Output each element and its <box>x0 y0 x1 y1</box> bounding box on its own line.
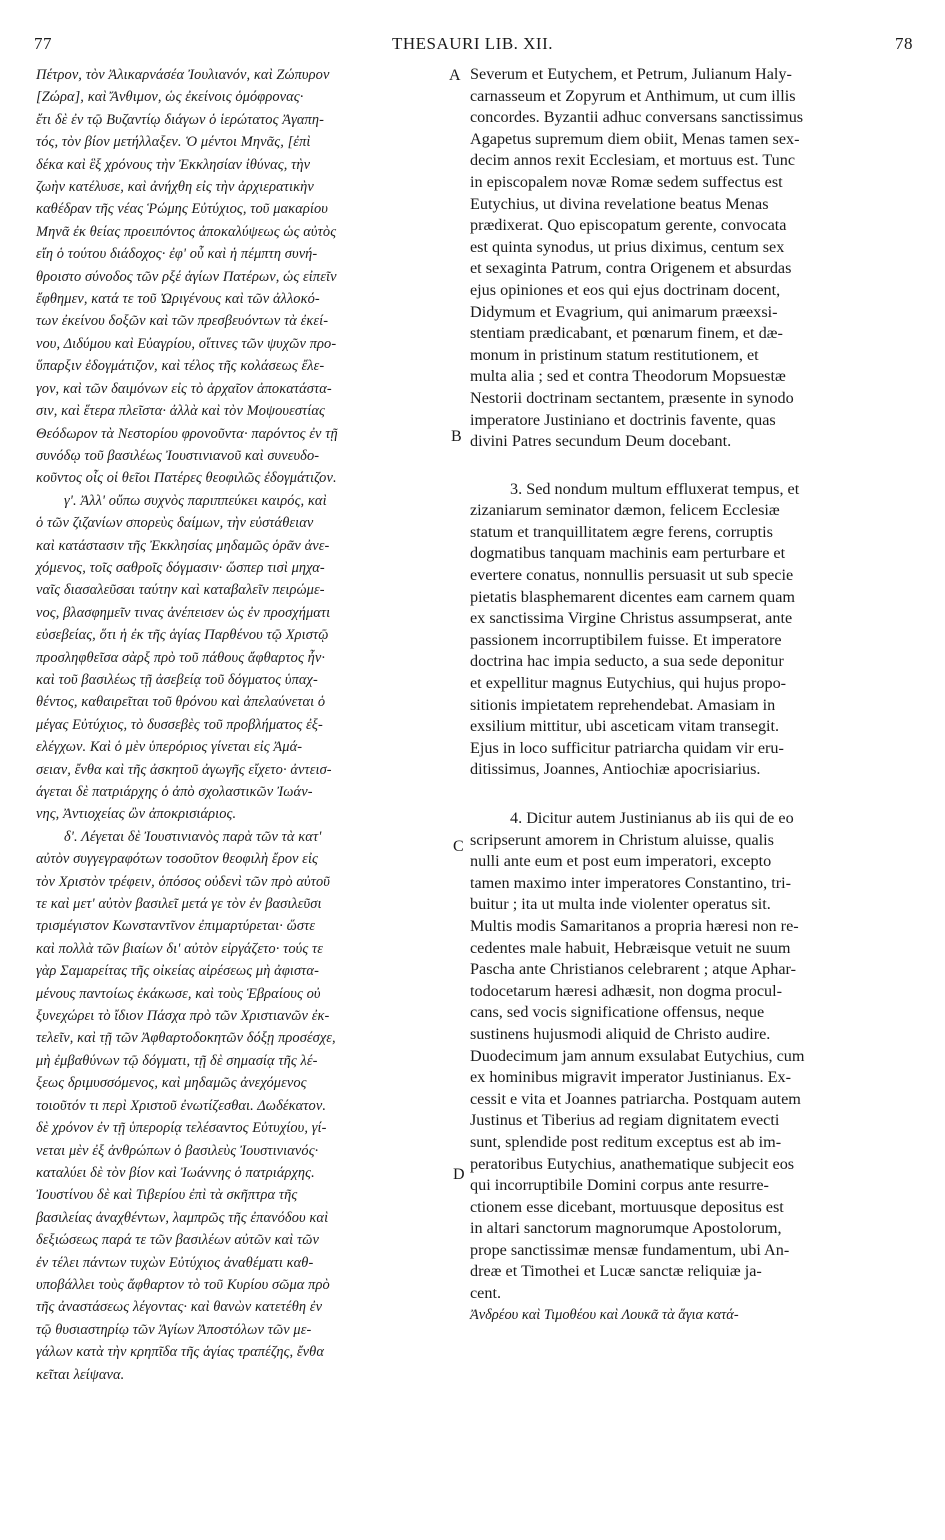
latin-line: prædixerat. Quo episcopatum gerente, convocata <box>470 216 787 235</box>
latin-line: nulli ante eum et post eum imperatori, excepto <box>470 852 772 871</box>
greek-line: τελεῖν, καὶ τῇ τῶν Ἀφθαρτοδοκητῶν δόξῃ προσέσχε, <box>36 1030 336 1047</box>
greek-line: σιν, καὶ ἕτερα πλεῖστα· ἀλλὰ καὶ τὸν Μοψουεστίας <box>36 403 325 420</box>
latin-line: ex hominibus migravit imperator Justinianus. Ex- <box>470 1068 792 1087</box>
greek-line: νου, Διδύμου καὶ Εὐαγρίου, οἵτινες τῶν ψυχῶν προ- <box>36 335 337 352</box>
latin-line: et expellitur magnus Eutychius, qui hujus propo- <box>470 674 787 693</box>
page-number-left: 77 <box>34 34 52 53</box>
latin-line: passionem incorruptibilem fuisse. Et imperatore <box>470 630 782 649</box>
latin-line: peratoribus Eutychius, anathematique subjecit eos <box>470 1154 795 1173</box>
latin-line: decim annos rexit Ecclesiam, et mortuus est. Tunc <box>470 151 796 170</box>
greek-line: θέντος, καθαιρεῖται τοῦ θρόνου καὶ ἀπελαύνεται ὁ <box>36 694 326 711</box>
greek-line: των ἐκείνου δοξῶν καὶ τῶν πρεσβευόντων τὰ ἐκεί- <box>36 313 329 330</box>
greek-line: καταλύει δὲ τὸν βίον καὶ Ἰωάννης ὁ πατριάρχης. <box>36 1164 315 1181</box>
greek-paragraph-3 <box>36 826 448 1386</box>
greek-line: τὸν Χριστὸν τρέφειν, ὁπόσος οὐδενὶ τῶν πρὸ αὐτοῦ <box>36 873 330 890</box>
greek-line: τε καὶ μετ' αὐτὸν βασιλεῖ μετά γε τὸν ἐν βασιλεῦσι <box>36 896 322 913</box>
greek-line: γ'. Ἀλλ' οὔπω συχνὸς παριππεύκει καιρός, καὶ <box>64 492 327 509</box>
latin-line: cent. <box>470 1284 502 1303</box>
greek-line: Ἰουστίνου δὲ καὶ Τιβερίου ἐπὶ τὰ σκῆπτρα τῆς <box>36 1187 298 1204</box>
greek-line: μένους παντοίως ἐκάκωσε, καὶ τοὺς Ἑβραίους οὐ <box>36 985 321 1002</box>
latin-line: dogmatibus tanquam machinis eam perturbare et <box>470 544 786 563</box>
greek-line: σειαν, ἔνθα καὶ τῆς ἀσκητοῦ ἀγωγῆς εἴχετο· ἀντεισ- <box>36 761 332 778</box>
greek-line: [Ζώρα], καὶ Ἄνθιμον, ὡς ἐκείνοις ὁμόφρονας· <box>36 89 304 106</box>
latin-line: Eutychius, ut divina revelatione beatus Menas <box>470 194 769 213</box>
latin-column <box>470 64 915 1326</box>
latin-line: exsilium mittitur, ubi asceticam vitam transegit. <box>470 717 780 736</box>
latin-line: ejus opiniones et eos qui ejus doctrinam docent, <box>470 280 781 299</box>
latin-line: carnasseum et Zopyrum et Anthimum, ut cum illis <box>470 86 796 105</box>
greek-line: τός, τὸν βίον μετήλλαξεν. Ὁ μέντοι Μηνᾶς, [ἐπὶ <box>36 134 311 151</box>
greek-line: ελέγχων. Καὶ ὁ μὲν ὑπερόριος γίνεται εἰς Ἀμά- <box>36 739 303 756</box>
greek-line: καὶ κατάστασιν τῆς Ἐκκλησίας μηδαμῶς ὁρᾶν ἀνε- <box>36 537 330 554</box>
greek-line: ὕπαρξιν ἐδογμάτιζον, καὶ τέλος τῆς κολάσεως ἔλε- <box>36 358 325 375</box>
greek-line: θροιστο σύνοδος τῶν ρξέ ἁγίων Πατέρων, ὡς εἰπεῖν <box>36 268 337 285</box>
latin-line: Justinus et Tiberius ad regiam dignitatem evecti <box>470 1111 780 1130</box>
latin-line: evertere conatus, nonnullis persuasit ut sub specie <box>470 566 794 585</box>
greek-line: γάλων κατὰ τὴν κρηπῖδα τῆς ἁγίας τραπέζης, ἔνθα <box>36 1344 324 1361</box>
latin-line: divini Patres secundum Deum docebant. <box>470 432 732 451</box>
latin-line: imperatore Justiniano et doctrinis favente, quas <box>470 410 776 429</box>
greek-line: νεται μὲν ἐξ ἀνθρώπων ὁ βασιλεὺς Ἰουστινιανός· <box>36 1142 319 1159</box>
latin-paragraph-3 <box>470 808 915 1326</box>
latin-line: ex sanctissima Virgine Christus assumpserat, ante <box>470 609 793 628</box>
greek-line: Μηνᾶ ἐκ θείας προειπόντος ἀποκαλύψεως ὡς αὐτὸς <box>36 223 337 240</box>
latin-line: qui incorruptibile Domini corpus ante resurre- <box>470 1176 769 1195</box>
greek-line: χόμενος, τοῖς σαθροῖς δόγμασιν· ὥσπερ τισὶ μηχα- <box>36 559 325 576</box>
greek-line: μὴ ἐμβαθύνων τῷ δόγματι, τῇ δὲ σημασίᾳ τῆς λέ- <box>36 1052 318 1069</box>
latin-line: ditissimus, Joannes, Antiochiæ apocrisiarius. <box>470 760 761 779</box>
greek-paragraph-2 <box>36 490 448 826</box>
greek-line: δὲ χρόνον ἐν τῇ ὑπερορίᾳ τελέσαντος Εὐτυχίου, γί- <box>36 1120 327 1137</box>
greek-line: βασιλείας ἀναχθέντων, λαμπρῶς τῆς ἐπανόδου καὶ <box>36 1209 329 1226</box>
latin-line: cedentes male habuit, Hebræisque vetuit ne suum <box>470 938 791 957</box>
latin-line: scripserunt amorem in Christum aluisse, qualis <box>470 830 774 849</box>
latin-line: tamen maximo inter imperatores Constantino, tri- <box>470 873 791 892</box>
latin-line: pietatis blasphemarent dicentes eam carnem quam <box>470 587 795 606</box>
greek-line: δεξιώσεως παρά τε τῶν βασιλέων αὐτῶν καὶ τῶν <box>36 1232 319 1249</box>
latin-line: sunt, splendide post reditum exceptus est ab im- <box>470 1132 782 1151</box>
latin-line: Pascha ante Christianos celebrarent ; atque Aphar- <box>470 960 797 979</box>
greek-line: τῷ θυσιαστηρίῳ τῶν Ἁγίων Ἀποστόλων τῶν με- <box>36 1321 312 1338</box>
latin-line: zizaniarum seminator dæmon, felicem Ecclesiæ <box>470 501 780 520</box>
latin-line: Agapetus supremum diem obiit, Menas tamen sex- <box>470 129 800 148</box>
greek-line: καὶ τοῦ βασιλέως τῇ ἀσεβείᾳ τοῦ δόγματος ὑπαχ- <box>36 671 318 688</box>
latin-line: ctionem esse dicebant, mortuusque depositus est <box>470 1197 784 1216</box>
running-title: THESAURI LIB. XII. <box>391 34 554 53</box>
section-marker-c: C <box>453 838 464 855</box>
greek-line: τοιοῦτόν τι περὶ Χριστοῦ ἐνωτίζεσθαι. Δωδέκατον. <box>36 1097 327 1114</box>
section-marker-a: A <box>449 67 461 84</box>
latin-line: sitionis impietatem reprehendebat. Amasiam in <box>470 695 776 714</box>
greek-line: υποβάλλει τοὺς ἄφθαρτον τὸ τοῦ Κυρίου σῶμα πρὸ <box>36 1276 330 1293</box>
greek-line: νης, Ἀντιοχείας ὢν ἀποκρισιάριος. <box>36 806 237 823</box>
greek-line: γον, καὶ τῶν δαιμόνων εἰς τὸ ἀρχαῖον ἀποκατάστα- <box>36 380 332 397</box>
latin-line: multa alia ; sed et contra Theodorum Mopsuestæ <box>470 367 786 386</box>
latin-paragraph-1 <box>470 64 915 453</box>
greek-line: δ'. Λέγεται δὲ Ἰουστινιανὸς παρὰ τῶν τὰ κατ' <box>64 828 322 845</box>
latin-line: Multis modis Samaritanos a propria hæresi non re- <box>470 916 799 935</box>
greek-line: ξεως δριμυσσόμενος, καὶ μηδαμῶς ἀνεχόμενος <box>36 1075 307 1092</box>
greek-line: εὐσεβείας, ὅτι ἡ ἐκ τῆς ἁγίας Παρθένου τῷ Χριστῷ <box>36 627 329 644</box>
page-header <box>28 34 917 58</box>
section-marker-b: B <box>451 428 462 445</box>
greek-line: τρισμέγιστον Κωνσταντῖνον ἐπιμαρτύρεται· ὥστε <box>36 918 316 935</box>
catchword-line: Ἀνδρέου καὶ Τιμοθέου καὶ Λουκᾶ τὰ ἅγια κατά- <box>470 1306 739 1323</box>
greek-line: ἔτι δὲ ἐν τῷ Βυζαντίῳ διάγων ὁ ἱερώτατος Ἀγαπη- <box>36 111 324 128</box>
latin-line: concordes. Byzantii adhuc conversans sanctissimus <box>470 108 804 127</box>
latin-line: 3. Sed nondum multum effluxerat tempus, et <box>510 479 800 498</box>
latin-line: in altari sanctorum magnorumque Apostolorum, <box>470 1219 782 1238</box>
latin-line: sustinens hujusmodi aliquid de Christo audire. <box>470 1024 771 1043</box>
greek-line: Θεόδωρον τὰ Νεστορίου φρονοῦντα· παρόντος ἐν τῇ <box>36 425 338 442</box>
latin-line: et sexaginta Patrum, contra Origenem et absurdas <box>470 259 792 278</box>
greek-line: αὐτὸν συγγεγραφότων τοσοῦτον θεοφιλὴ ἔρον εἰς <box>36 851 318 868</box>
latin-line: prope sanctissimæ mensæ fundamentum, ubi An- <box>470 1240 790 1259</box>
latin-line: statum et tranquillitatem ægre ferens, corruptis <box>470 522 773 541</box>
greek-line: δέκα καὶ ἓξ χρόνους τὴν Ἐκκλησίαν ἰθύνας, τὴν <box>36 156 311 173</box>
section-marker-d: D <box>453 1166 465 1183</box>
greek-line: εἴη ὁ τούτου διάδοχος· ἐφ' οὗ καὶ ἡ πέμπτη συνή- <box>36 246 318 263</box>
greek-line: άγεται δὲ πατριάρχης ὁ ἀπὸ σχολαστικῶν Ἰωάν- <box>36 784 313 800</box>
latin-line: monum in pristinum statum restitutionem, et <box>470 345 759 364</box>
greek-line: ὁ τῶν ζιζανίων σπορεὺς δαίμων, τὴν εὐστάθειαν <box>36 515 314 532</box>
latin-line: 4. Dicitur autem Justinianus ab iis qui de eo <box>510 809 794 827</box>
greek-line: καὶ πολλὰ τῶν βιαίων δι' αὐτὸν εἰργάζετο· τούς τε <box>36 940 324 957</box>
latin-paragraph-2 <box>470 479 915 781</box>
latin-line: stentiam prædicabant, et pœnarum finem, et dæ- <box>470 324 783 343</box>
latin-line: Duodecimum jam annum exsulabat Eutychius, cum <box>470 1046 805 1065</box>
latin-line: buitur ; ita ut multa inde violenter operatus sit. <box>470 895 771 914</box>
greek-line: νος, βλασφημεῖν τινας ἀνέπεισεν ὡς ἐν προσχήματι <box>36 604 331 621</box>
greek-line: ξυνεχώρει τὸ ἴδιον Πάσχα πρὸ τῶν Χριστιανῶν ἐκ- <box>36 1008 330 1025</box>
latin-line: dreæ et Timothei et Lucæ sanctæ reliquiæ ja- <box>470 1262 762 1281</box>
greek-line: καθέδραν τῆς νέας Ῥώμης Εὐτύχιος, τοῦ μακαρίου <box>36 201 328 218</box>
latin-line: cessit e vita et Joannes patriarcha. Postquam autem <box>470 1089 801 1108</box>
greek-line: Πέτρον, τὸν Ἀλικαρνάσέα Ἰουλιανόν, καὶ Ζώπυρον <box>36 67 330 83</box>
latin-line: todocetarum hæresi adhæsit, non dogma procul- <box>470 981 782 1000</box>
greek-line: ναῖς διασαλεῦσαι ταύτην καὶ καταβαλεῖν πειρώμε- <box>36 582 325 599</box>
latin-line: doctrina hac impia seducto, a sua sede deponitur <box>470 652 784 671</box>
greek-column <box>36 64 448 1386</box>
greek-line: μέγας Εὐτύχιος, τὸ δυσσεβὲς τοῦ προβλήματος ἐξ- <box>36 716 323 733</box>
greek-line: κεῖται λείψανα. <box>36 1366 125 1383</box>
greek-line: τῆς ἀναστάσεως λέγοντας· καὶ θανὼν κατετέθη ἐν <box>36 1299 323 1316</box>
greek-line: ἐν τέλει πάντων τυχὼν Εὐτύχιος ἀναθέματι καθ- <box>36 1254 314 1271</box>
greek-line: ἔφθημεν, κατά τε τοῦ Ὠριγένους καὶ τῶν ἀλλοκό- <box>36 291 320 308</box>
latin-line: Nestorii doctrinam sectantem, præsente in synodo <box>470 388 794 407</box>
latin-line: Ejus in loco sufficitur patriarcha quidam vir eru- <box>470 738 784 757</box>
page-number-right: 78 <box>895 34 913 53</box>
greek-line: προσληφθεῖσα σὰρξ πρὸ τοῦ πάθους ἄφθαρτος ἦν· <box>36 649 326 666</box>
latin-line: est quinta synodus, ut prius diximus, centum sex <box>470 237 785 256</box>
latin-line: Severum et Eutychem, et Petrum, Julianum Haly- <box>470 65 792 83</box>
greek-paragraph-1 <box>36 64 448 490</box>
latin-line: Didymum et Evagrium, qui animarum præexsi- <box>470 302 778 321</box>
greek-line: συνόδῳ τοῦ βασιλέως Ἰουστινιανοῦ καὶ συνευδο- <box>36 447 320 464</box>
greek-line: ζωὴν κατέλυσε, καὶ ἀνήχθη εἰς τὴν ἀρχιερατικὴν <box>36 179 314 196</box>
latin-line: cans, sed vocis significatione offensus, neque <box>470 1003 765 1022</box>
greek-line: γὰρ Σαμαρείτας τῆς οἰκείας αἱρέσεως μὴ ἀφιστα- <box>36 963 319 980</box>
latin-line: in episcopalem novæ Romæ sedem suffectus est <box>470 172 783 191</box>
greek-line: κοῦντος οἷς οἱ θεῖοι Πατέρες θεοφιλῶς ἐδογμάτιζον. <box>36 470 337 487</box>
